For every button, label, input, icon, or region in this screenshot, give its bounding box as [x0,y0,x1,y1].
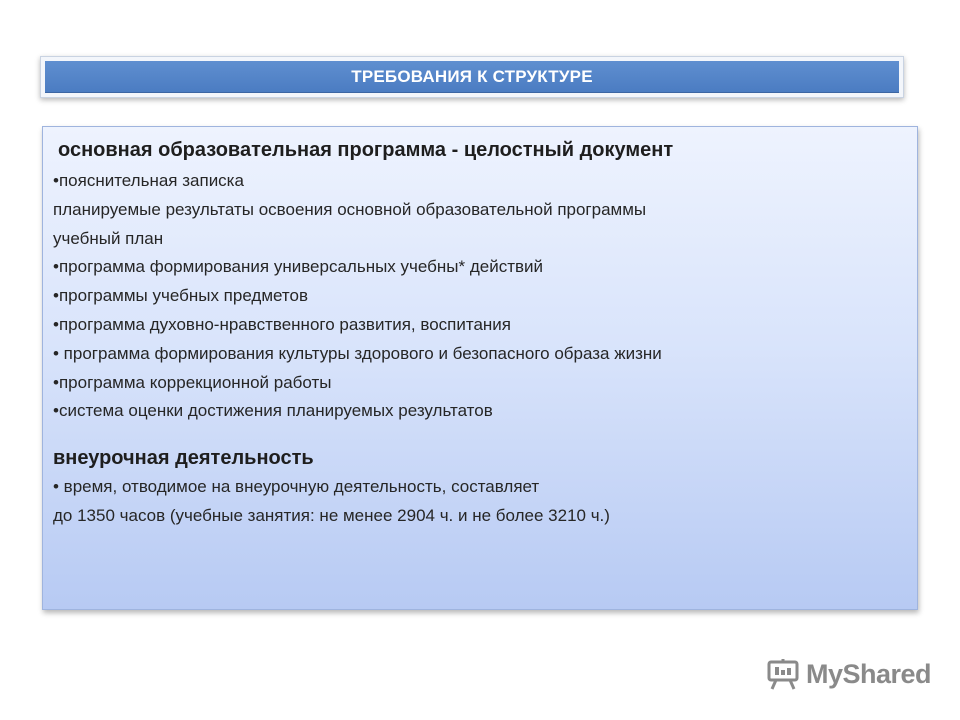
list-item: • время, отводимое на внеурочную деятельность, составляет [53,477,540,497]
list-item: •система оценки достижения планируемых результатов [53,401,493,421]
content-body [53,135,907,531]
list-item: учебный план [53,228,164,248]
slide-title-frame [40,56,904,98]
slide-title: ТРЕБОВАНИЯ К СТРУКТУРЕ [351,66,593,86]
watermark-logo[interactable] [766,656,931,692]
section-heading-program: основная образовательная программа - целостный документ [58,139,674,161]
slide-title-bar [45,61,899,93]
presentation-board-icon [766,657,800,691]
list-item: •программа коррекционной работы [53,372,332,392]
content-box [42,126,918,610]
section-heading-extracurricular: внеурочная деятельность [53,447,314,470]
list-item: •программа духовно-нравственного развития, воспитания [53,314,512,334]
list-item: •программы учебных предметов [53,286,308,306]
list-item: • программа формирования культуры здорового и безопасного образа жизни [53,343,662,363]
watermark-text: MyShared [806,658,932,689]
list-item: до 1350 часов (учебные занятия: не менее 2904 ч. и не более 3210 ч.) [53,505,610,525]
list-item: планируемые результаты освоения основной образовательной программы [53,199,647,219]
list-item: •пояснительная записка [53,171,244,190]
list-item: •программа формирования универсальных учебны* действий [53,257,544,277]
